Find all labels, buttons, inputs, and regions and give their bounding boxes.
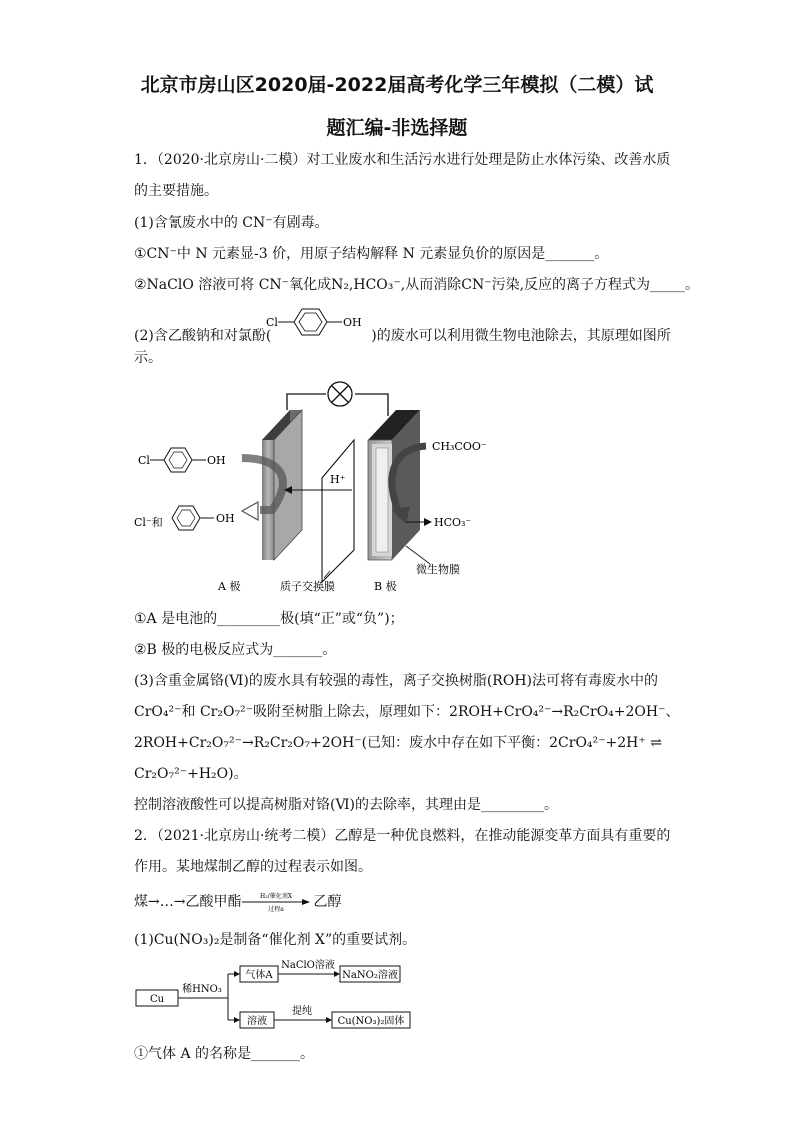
q1-part3-line1: (3)含重金属铬(Ⅵ)的废水具有较强的毒性，离子交换树脂(ROH)法可将有毒废水中的 <box>134 673 658 689</box>
circuit-wire-right <box>355 394 388 416</box>
q1-intro-line2: 的主要措施。 <box>134 183 218 199</box>
struct-oh-label: OH <box>343 316 362 329</box>
q1-part3-line4: Cr₂O₇²⁻+H₂O)。 <box>134 766 248 782</box>
chain-text-pre: 煤→…→乙酸甲酯 <box>134 894 242 910</box>
label-membrane: 质子交换膜 <box>280 580 335 593</box>
q1-part3-line2: CrO₄²⁻和 Cr₂O₇²⁻吸附至树脂上除去，原理如下：2ROH+CrO₄²⁻→R₂CrO₄+2OH⁻、 <box>134 704 680 720</box>
label-acid: 稀HNO₃ <box>182 984 222 995</box>
q1-part2-line2: 示。 <box>134 350 162 366</box>
chain-text-post: 乙醇 <box>313 894 342 910</box>
q1-part2-question2: ②B 极的电极反应式为_______。 <box>134 642 337 658</box>
struct-cl-label: Cl <box>266 316 278 329</box>
label-product: Cu(NO₃)₂固体 <box>337 1016 405 1027</box>
proton-exchange-membrane <box>322 440 354 582</box>
q1-part1-question-b: ②NaClO 溶液可将 CN⁻氧化成N₂,HCO₃⁻,从而消除CN⁻污染,反应的离子方程式为_____。 <box>134 277 700 293</box>
q2-intro-line1: 2．（2021·北京房山·统考二模）乙醇是一种优良燃料，在推动能源变革方面具有重要的 <box>134 828 671 844</box>
label-cu: Cu <box>149 994 165 1005</box>
bicarbonate-label: HCO₃⁻ <box>434 516 472 529</box>
label-purify: 提纯 <box>292 1006 312 1017</box>
q1-part3-line3: 2ROH+Cr₂O₇²⁻→R₂Cr₂O₇+2OH⁻(已知：废水中存在如下平衡：2CrO₄²⁻+2H⁺ ⇌ <box>134 735 662 751</box>
reaction-arrow-a-head <box>242 502 258 520</box>
q1-part2-line1 <box>134 322 671 345</box>
label-electrode-a: A 极 <box>218 580 241 593</box>
copper-flow-chart <box>132 958 422 1036</box>
acetate-label: CH₃COO⁻ <box>432 440 487 453</box>
label-solution: 溶液 <box>247 1016 267 1027</box>
mol-cl-minus-label: Cl⁻和 <box>134 516 163 529</box>
q1-part2-text-post: )的废水可以利用微生物电池除去，其原理如图所 <box>371 328 671 344</box>
label-gas-a: 气体A <box>245 970 273 981</box>
doc-title-line1: 北京市房山区2020届-2022届高考化学三年模拟（二模）试 <box>140 74 654 96</box>
lamp-icon <box>328 382 352 406</box>
q2-intro-line2: 作用。某地煤制乙醇的过程表示如图。 <box>134 859 372 875</box>
q1-part2-question1: ①A 是电池的_________极(填“正”或“负”)； <box>134 611 404 627</box>
mol-cl-label: Cl <box>138 454 150 467</box>
q1-part2-text-pre: (2)含乙酸钠和对氯酚( <box>134 328 272 344</box>
q1-intro-line1: 1．（2020·北京房山·二模）对工业废水和生活污水进行处理是防止水体污染、改善水质 <box>134 152 671 168</box>
doc-title-line2: 题汇编-非选择题 <box>326 117 468 139</box>
label-electrode-b: B 极 <box>374 580 397 593</box>
label-microbe-film: 微生物膜 <box>416 563 460 576</box>
reaction-arrow-diagram <box>240 890 312 914</box>
arrow-top-label: H₂/催化剂X <box>260 893 292 900</box>
mol-oh-bottom-label: OH <box>216 512 235 525</box>
mol-oh-label: OH <box>207 454 226 467</box>
proton-label: H⁺ <box>330 473 346 486</box>
label-nano2: NaNO₂溶液 <box>342 970 398 981</box>
microbial-fuel-cell-diagram <box>130 378 510 596</box>
circuit-wire-left <box>287 394 326 410</box>
q2-part1: (1)Cu(NO₃)₂是制备“催化剂 X”的重要试剂。 <box>134 932 417 948</box>
q1-part3-line5: 控制溶液酸性可以提高树脂对铬(Ⅵ)的去除率，其理由是_________。 <box>134 797 559 813</box>
p-chlorophenol-structure <box>264 304 368 340</box>
q1-part1-question-a: ①CN⁻中 N 元素显-3 价，用原子结构解释 N 元素显负价的原因是_______。 <box>134 246 609 262</box>
arrow-bottom-label: 过程a <box>268 906 284 913</box>
q1-part1: (1)含氰废水中的 CN⁻有剧毒。 <box>134 215 329 231</box>
q2-part1-question1: ①气体 A 的名称是_______。 <box>134 1046 315 1062</box>
label-naclo: NaClO溶液 <box>281 960 335 971</box>
